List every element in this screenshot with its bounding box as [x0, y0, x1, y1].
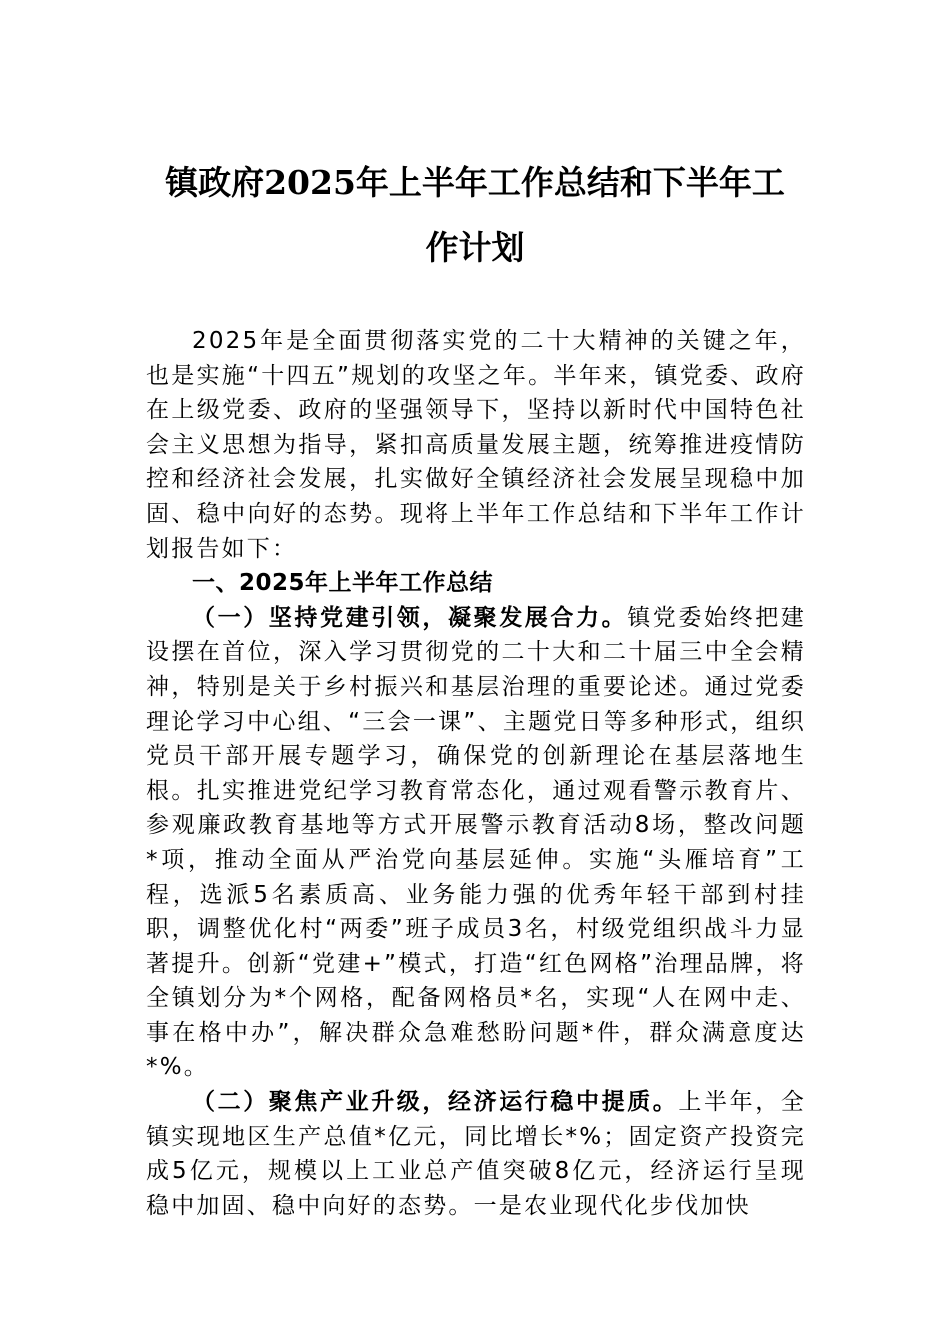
paragraph-party-building [146, 601, 806, 1085]
title-line-1: 镇政府2025年上半年工作总结和下半年工 [165, 163, 785, 202]
title-line-2: 作计划 [425, 228, 525, 267]
paragraph-economy [146, 1085, 806, 1223]
subsection-heading-1: （一）坚持党建引领，凝聚发展合力。 [192, 604, 628, 631]
intro-paragraph: 2025年是全面贯彻落实党的二十大精神的关键之年，也是实施“十四五”规划的攻坚之年。半年来，镇党委、政府在上级党委、政府的坚强领导下，坚持以新时代中国特色社会主义思想为指导，紧扣高质量发展主题，统筹推进疫情防控和经济社会发展，扎实做好全镇经济社会发展呈现稳中加固、稳中向好的态势。现将上半年工作总结和下半年工作计划报告如下： [146, 328, 806, 562]
section-heading-1: 一、2025年上半年工作总结 [192, 570, 494, 597]
subsection-heading-2: （二）聚焦产业升级，经济运行稳中提质。 [192, 1089, 679, 1116]
paragraph-text-1: 镇党委始终把建设摆在首位，深入学习贯彻党的二十大和二十届三中全会精神，特别是关于乡村振兴和基层治理的重要论述。通过党委理论学习中心组、“三会一课”、主题党日等多种形式，组织党员干部开展专题学习，确保党的创新理论在基层落地生根。扎实推进党纪学习教育常态化，通过观看警示教育片、参观廉政教育基地等方式开展警示教育活动8场，整改问题*项，推动全面从严治党向基层延伸。实施“头雁培育”工程，选派5名素质高、业务能力强的优秀年轻干部到村挂职，调整优化村“两委”班子成员3名，村级党组织战斗力显著提升。创新“党建+”模式，打造“红色网格”治理品牌，将全镇划分为*个网格，配备网格员*名，实现“人在网中走、事在格中办”，解决群众急难愁盼问题*件，群众满意度达*%。 [146, 604, 807, 1081]
paragraph-text-2: 上半年，全镇实现地区生产总值*亿元，同比增长*%；固定资产投资完成5亿元，规模以上工业总产值突破8亿元，经济运行呈现稳中加固、稳中向好的态势。一是农业现代化步伐加快 [146, 1089, 806, 1219]
document-body [146, 324, 806, 1223]
document-title [120, 150, 830, 280]
